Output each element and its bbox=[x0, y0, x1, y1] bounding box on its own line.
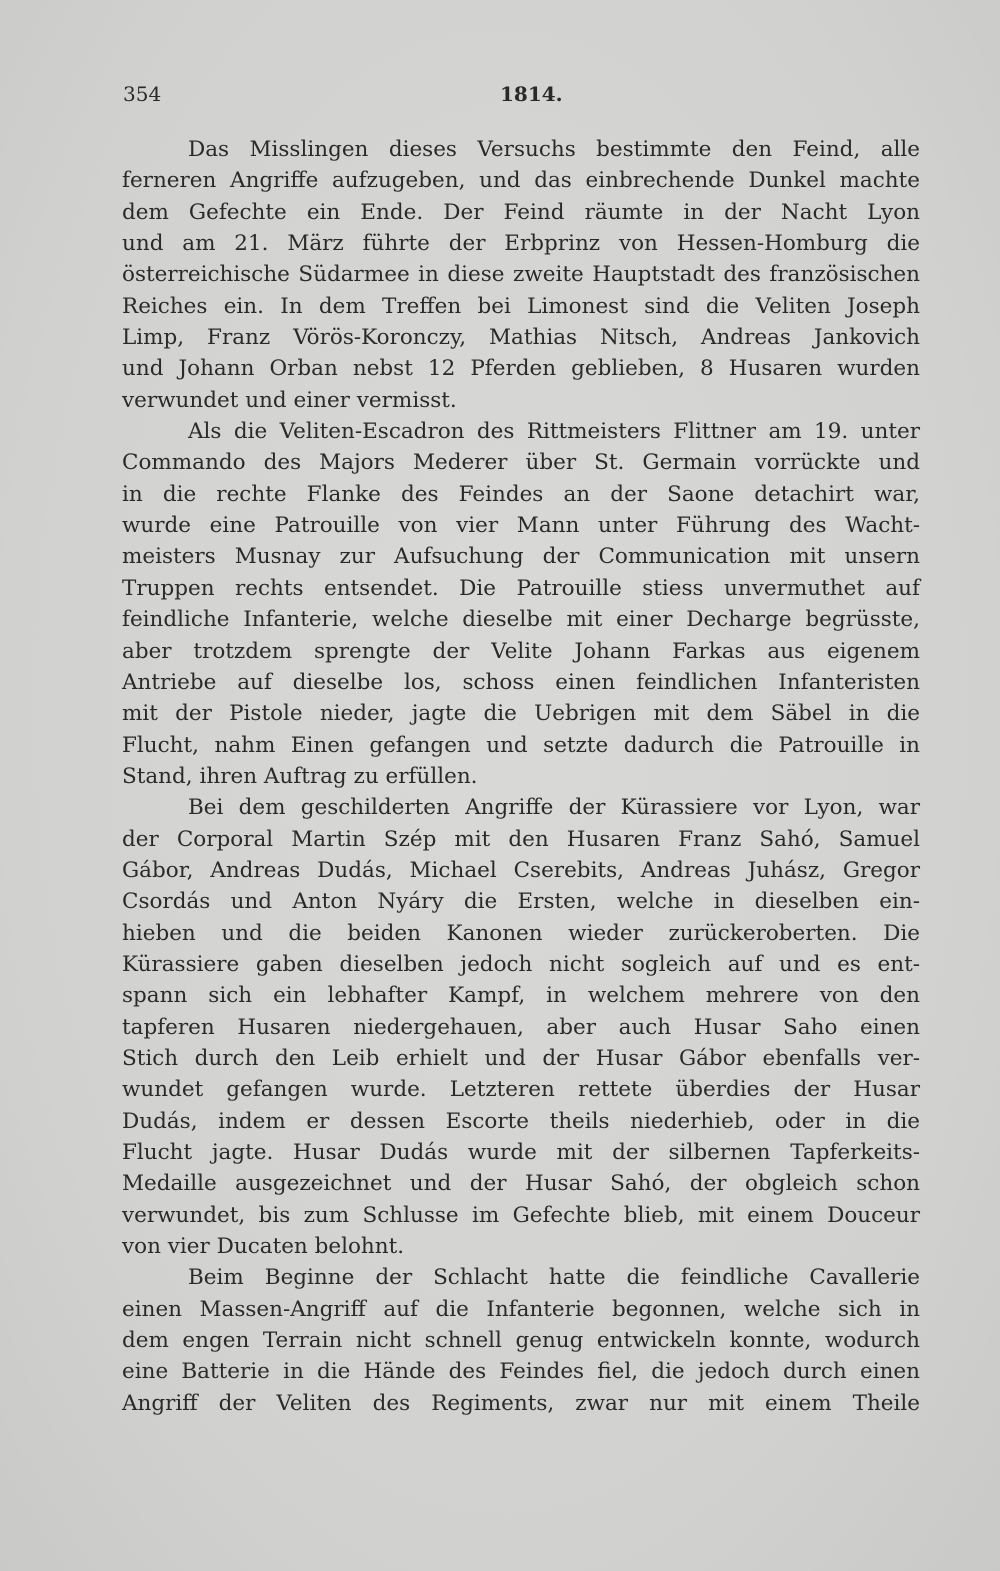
text-line: der Corporal Martin Szép mit den Husaren Franz Sahó, Samuel bbox=[122, 826, 920, 852]
text-line: Das Misslingen dieses Versuchs bestimmte den Feind, alle bbox=[188, 137, 920, 162]
page-header bbox=[123, 82, 923, 112]
text-line: mit der Pistole nieder, jagte die Uebrigen mit dem Säbel in die bbox=[122, 701, 920, 727]
text-line: ferneren Angriffe aufzugeben, und das einbrechende Dunkel machte bbox=[122, 168, 920, 194]
text-line: Limp, Franz Vörös-Koronczy, Mathias Nitsch, Andreas Jankovich bbox=[122, 325, 920, 351]
text-line: meisters Musnay zur Aufsuchung der Communication mit unsern bbox=[122, 544, 920, 570]
text-line: dem engen Terrain nicht schnell genug entwickeln konnte, wodurch bbox=[122, 1328, 920, 1354]
text-line: spann sich ein lebhafter Kampf, in welchem mehrere von den bbox=[122, 983, 920, 1009]
text-line: Angriff der Veliten des Regiments, zwar nur mit einem Theile bbox=[122, 1390, 920, 1416]
text-line: dem Gefechte ein Ende. Der Feind räumte in der Nacht Lyon bbox=[122, 199, 920, 225]
text-line: Bei dem geschilderten Angriffe der Kürassiere vor Lyon, war bbox=[188, 795, 920, 821]
text-line: Gábor, Andreas Dudás, Michael Cserebits, Andreas Juhász, Gregor bbox=[122, 857, 920, 883]
text-line: hieben und die beiden Kanonen wieder zurückeroberten. Die bbox=[122, 920, 920, 946]
text-line: Beim Beginne der Schlacht hatte die feindliche Cavallerie bbox=[188, 1265, 920, 1291]
text-line: Dudás, indem er dessen Escorte theils niederhieb, oder in die bbox=[122, 1108, 920, 1134]
text-line: von vier Ducaten belohnt. bbox=[122, 1234, 405, 1260]
text-line: Kürassiere gaben dieselben jedoch nicht sogleich auf und es ent- bbox=[122, 951, 920, 977]
text-line: und am 21. März führte der Erbprinz von Hessen-Homburg die bbox=[122, 231, 920, 257]
text-line: in die rechte Flanke des Feindes an der Saone detachirt war, bbox=[122, 481, 920, 507]
body-text bbox=[122, 134, 920, 1419]
text-line: Flucht, nahm Einen gefangen und setzte dadurch die Patrouille in bbox=[122, 732, 920, 758]
text-line: wundet gefangen wurde. Letzteren rettete überdies der Husar bbox=[122, 1077, 920, 1103]
text-line: eine Batterie in die Hände des Feindes fiel, die jedoch durch einen bbox=[122, 1359, 920, 1385]
running-head-year: 1814. bbox=[500, 82, 563, 106]
text-line: österreichische Südarmee in diese zweite Hauptstadt des französischen bbox=[122, 262, 920, 288]
text-line: verwundet und einer vermisst. bbox=[122, 387, 457, 413]
text-line: Csordás und Anton Nyáry die Ersten, welche in dieselben ein- bbox=[122, 889, 920, 915]
text-line: Antriebe auf dieselbe los, schoss einen feindlichen Infanteristen bbox=[122, 669, 920, 695]
text-line: verwundet, bis zum Schlusse im Gefechte blieb, mit einem Douceur bbox=[122, 1202, 920, 1228]
text-line: aber trotzdem sprengte der Velite Johann Farkas aus eigenem bbox=[122, 638, 920, 664]
text-line: einen Massen-Angriff auf die Infanterie begonnen, welche sich in bbox=[122, 1296, 920, 1322]
page-number: 354 bbox=[123, 82, 162, 106]
text-line: tapferen Husaren niedergehauen, aber auch Husar Saho einen bbox=[122, 1014, 920, 1040]
text-line: Stand, ihren Auftrag zu erfüllen. bbox=[122, 763, 478, 789]
text-line: Medaille ausgezeichnet und der Husar Sahó, der obgleich schon bbox=[122, 1171, 920, 1197]
text-line: Flucht jagte. Husar Dudás wurde mit der silbernen Tapferkeits- bbox=[122, 1140, 920, 1165]
text-line: und Johann Orban nebst 12 Pferden geblieben, 8 Husaren wurden bbox=[122, 356, 920, 382]
text-line: Truppen rechts entsendet. Die Patrouille stiess unvermuthet auf bbox=[122, 575, 920, 601]
text-line: feindliche Infanterie, welche dieselbe mit einer Decharge begrüsste, bbox=[122, 607, 920, 633]
text-line: Reiches ein. In dem Treffen bei Limonest sind die Veliten Joseph bbox=[122, 293, 920, 319]
text-line: Stich durch den Leib erhielt und der Husar Gábor ebenfalls ver- bbox=[122, 1045, 920, 1071]
text-line: wurde eine Patrouille von vier Mann unter Führung des Wacht- bbox=[122, 513, 920, 539]
text-line: Als die Veliten-Escadron des Rittmeisters Flittner am 19. unter bbox=[188, 419, 920, 445]
text-line: Commando des Majors Mederer über St. Germain vorrückte und bbox=[122, 450, 920, 476]
